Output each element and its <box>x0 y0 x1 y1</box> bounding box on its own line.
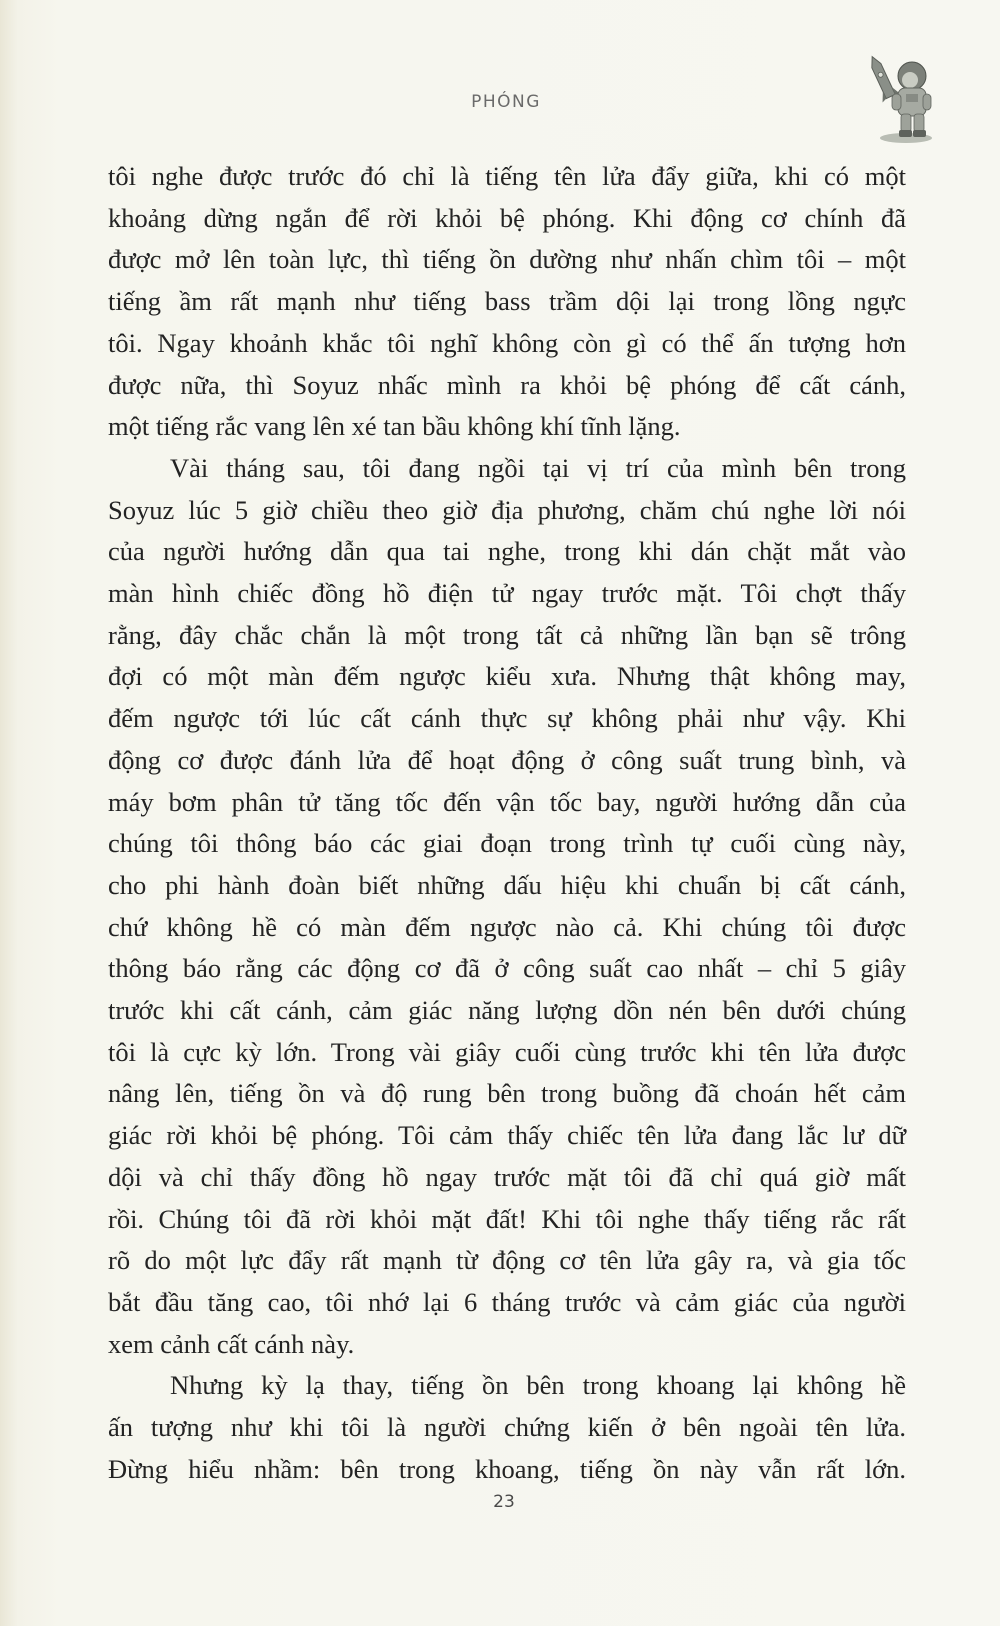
text-line: Vài tháng sau, tôi đang ngồi tại vị trí của mình bên trong <box>170 452 906 483</box>
text-line: đợi có một màn đếm ngược kiểu xưa. Nhưng thật không may, <box>108 661 906 692</box>
paragraph-3 <box>108 1365 906 1490</box>
text-line: cho phi hành đoàn biết những dấu hiệu khi chuẩn bị cất cánh, <box>108 869 906 900</box>
text-line: chứ không hề có màn đếm ngược nào cả. Khi chúng tôi được <box>108 911 906 942</box>
text-line: khoảng dừng ngắn để rời khỏi bệ phóng. Khi động cơ chính đã <box>108 202 906 233</box>
text-line: dội và chỉ thấy đồng hồ ngay trước mặt tôi đã chỉ quá giờ mất <box>108 1161 906 1192</box>
text-line: giác rời khỏi bệ phóng. Tôi cảm thấy chiếc tên lửa đang lắc lư dữ <box>108 1120 906 1151</box>
paragraph-1 <box>108 156 906 448</box>
text-line: rồi. Chúng tôi đã rời khỏi mặt đất! Khi tôi nghe thấy tiếng rắc rất <box>108 1203 906 1234</box>
text-line: được nữa, thì Soyuz nhấc mình ra khỏi bệ phóng để cất cánh, <box>108 369 906 400</box>
text-line: ấn tượng như khi tôi là người chứng kiến ở bên ngoài tên lửa. <box>108 1412 906 1443</box>
text-line: bắt đầu tăng cao, tôi nhớ lại 6 tháng trước và cảm giác của người <box>108 1286 906 1317</box>
text-line: được mở lên toàn lực, thì tiếng ồn dường như nhấn chìm tôi – một <box>108 244 906 275</box>
text-line: Nhưng kỳ lạ thay, tiếng ồn bên trong khoang lại không hề <box>170 1370 906 1401</box>
astronaut-with-rocket-icon <box>866 42 936 146</box>
text-line: xem cảnh cất cánh này. <box>108 1328 355 1359</box>
text-line: rằng, đây chắc chắn là một trong tất cả những lần bạn sẽ trông <box>108 619 906 650</box>
text-line: động cơ được đánh lửa để hoạt động ở công suất trung bình, và <box>108 744 906 775</box>
text-line: tôi nghe được trước đó chỉ là tiếng tên lửa đẩy giữa, khi có một <box>108 161 906 191</box>
text-line: Soyuz lúc 5 giờ chiều theo giờ địa phương, chăm chú nghe lời nói <box>108 494 906 525</box>
text-line: chúng tôi thông báo các giai đoạn trong trình tự cuối cùng này, <box>108 828 906 859</box>
text-line: thông báo rằng các động cơ đã ở công suất cao nhất – chỉ 5 giây <box>108 953 906 984</box>
paragraph-2 <box>108 448 906 1365</box>
text-line: máy bơm phân tử tăng tốc đến vận tốc bay, người hướng dẫn của <box>108 786 906 817</box>
text-line: của người hướng dẫn qua tai nghe, trong khi dán chặt mắt vào <box>108 536 906 567</box>
text-line: tiếng ầm rất mạnh như tiếng bass trầm dội lại trong lồng ngực <box>108 286 906 317</box>
body-text <box>108 156 906 1491</box>
text-line: màn hình chiếc đồng hồ điện tử ngay trước mặt. Tôi chợt thấy <box>108 578 906 609</box>
text-line: tôi. Ngay khoảnh khắc tôi nghĩ không còn gì có thể ấn tượng hơn <box>108 327 906 358</box>
text-line: trước khi cất cánh, cảm giác năng lượng dồn nén bên dưới chúng <box>108 995 906 1026</box>
text-line: tôi là cực kỳ lớn. Trong vài giây cuối cùng trước khi tên lửa được <box>108 1036 906 1067</box>
text-line: Đừng hiểu nhầm: bên trong khoang, tiếng ồn này vẫn rất lớn. <box>108 1453 906 1484</box>
text-line: đếm ngược tới lúc cất cánh thực sự không phải như vậy. Khi <box>108 703 906 734</box>
text-line: rõ do một lực đẩy rất mạnh từ động cơ tên lửa gây ra, và gia tốc <box>108 1245 906 1276</box>
text-line: nâng lên, tiếng ồn và độ rung bên trong buồng đã choán hết cảm <box>108 1078 906 1109</box>
text-line: một tiếng rắc vang lên xé tan bầu không khí tĩnh lặng. <box>108 411 681 442</box>
page-number: 23 <box>493 1492 515 1512</box>
running-head: PHÓNG <box>471 92 541 112</box>
